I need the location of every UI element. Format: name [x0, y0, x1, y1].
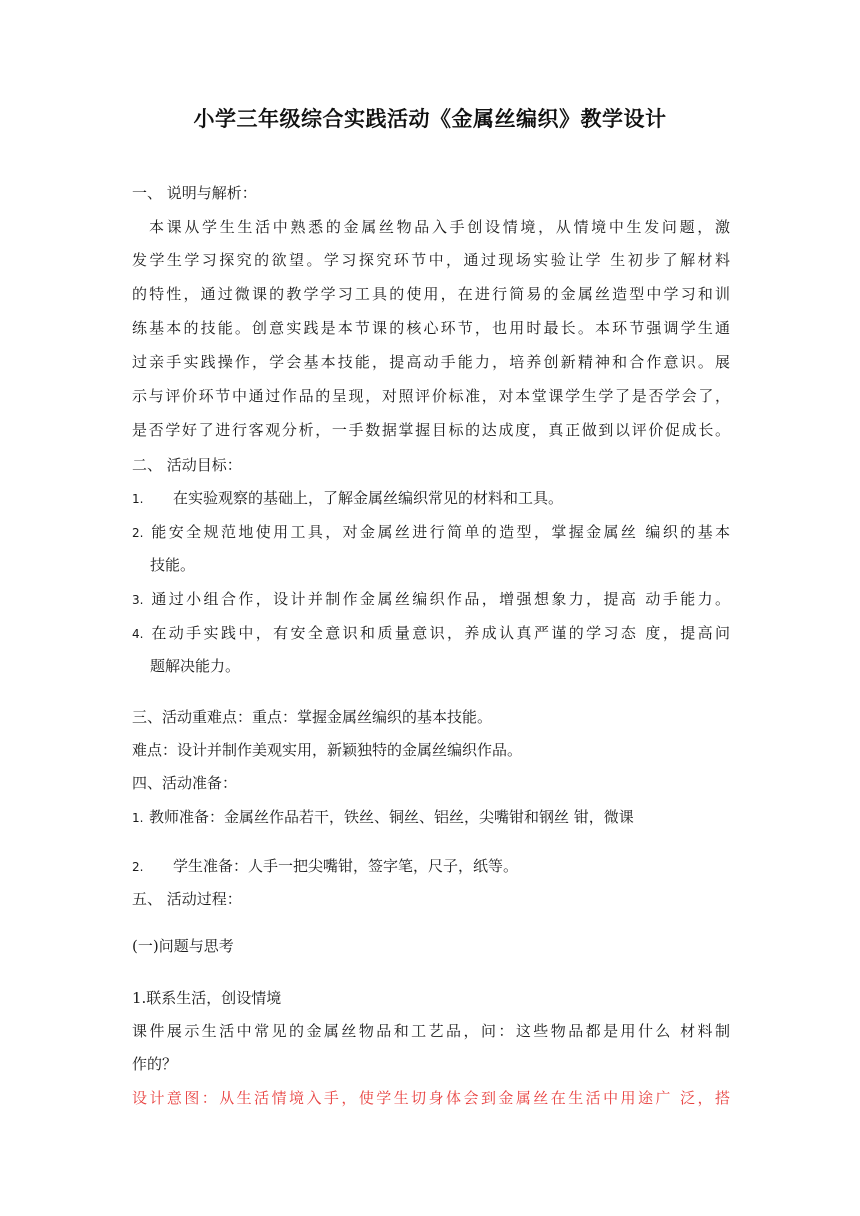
list-number: 4. — [132, 627, 144, 641]
list-text: 学生准备：人手一把尖嘴钳，签字笔，尺子，纸等。 — [173, 857, 519, 875]
list-item — [132, 807, 634, 828]
list-item-continuation: 题解决能力。 — [150, 657, 241, 675]
section-heading-process: 五、 活动过程： — [132, 890, 242, 908]
design-intent-line: 设计意图：从生活情境入手，使学生切身体会到金属丝在生活中用途广 泛，搭 — [132, 1089, 730, 1107]
list-item — [132, 488, 563, 509]
key-points-line: 三、活动重难点：重点：掌握金属丝编织的基本技能。 — [132, 708, 493, 726]
paragraph-line: 本课从学生生活中熟悉的金属丝物品入手创设情境，从情境中生发问题，激 — [149, 218, 730, 236]
list-number: 2. — [132, 526, 144, 540]
list-number: 1. — [132, 811, 144, 825]
section-heading-objectives: 二、 活动目标： — [132, 456, 242, 474]
list-text: 在实验观察的基础上，了解金属丝编织常见的材料和工具。 — [173, 489, 564, 507]
section-heading-preparation: 四、活动准备： — [132, 774, 238, 792]
list-item — [132, 589, 730, 610]
sub-heading: (一)问题与思考 — [132, 937, 234, 955]
list-number: 3. — [132, 593, 144, 607]
list-number: 1. — [132, 492, 144, 506]
paragraph-line: 过亲手实践操作，学会基本技能，提高动手能力，培养创新精神和合作意识。展 — [132, 353, 730, 371]
paragraph-line: 的特性，通过微课的教学学习工具的使用，在进行简易的金属丝造型中学习和训 — [132, 285, 730, 303]
paragraph-line: 发学生学习探究的欲望。学习探究环节中，通过现场实验让学 生初步了解材料 — [132, 251, 730, 269]
step-heading: 1.联系生活，创设情境 — [132, 989, 282, 1007]
list-text: 通过小组合作，设计并制作金属丝编织作品，增强想象力，提高 动手能力。 — [149, 590, 730, 608]
list-text: 能安全规范地使用工具，对金属丝进行简单的造型，掌握金属丝 编织的基本 — [149, 523, 730, 541]
paragraph-line: 作的？ — [132, 1055, 178, 1073]
paragraph-line: 是否学好了进行客观分析，一手数据掌握目标的达成度，真正做到以评价促成长。 — [132, 421, 730, 439]
list-item-continuation: 技能。 — [150, 556, 196, 574]
list-number: 2. — [132, 860, 144, 874]
list-item — [132, 623, 730, 644]
list-text: 在动手实践中，有安全意识和质量意识，养成认真严谨的学习态 度，提高问 — [149, 624, 730, 642]
list-item — [132, 522, 730, 543]
section-heading-explanation: 一、 说明与解析： — [132, 184, 257, 202]
paragraph-line: 课件展示生活中常见的金属丝物品和工艺品，问：这些物品都是用什么 材料制 — [132, 1022, 730, 1040]
difficulty-line: 难点：设计并制作美观实用，新颖独特的金属丝编织作品。 — [132, 741, 523, 759]
paragraph-line: 示与评价环节中通过作品的呈现，对照评价标准，对本堂课学生学了是否学会了， — [132, 387, 730, 405]
list-item — [132, 856, 518, 877]
list-text: 教师准备：金属丝作品若干，铁丝、铜丝、铝丝，尖嘴钳和钢丝 钳，微课 — [149, 808, 634, 826]
document-title: 小学三年级综合实践活动《金属丝编织》教学设计 — [193, 107, 667, 131]
paragraph-line: 练基本的技能。创意实践是本节课的核心环节，也用时最长。本环节强调学生通 — [132, 319, 730, 337]
